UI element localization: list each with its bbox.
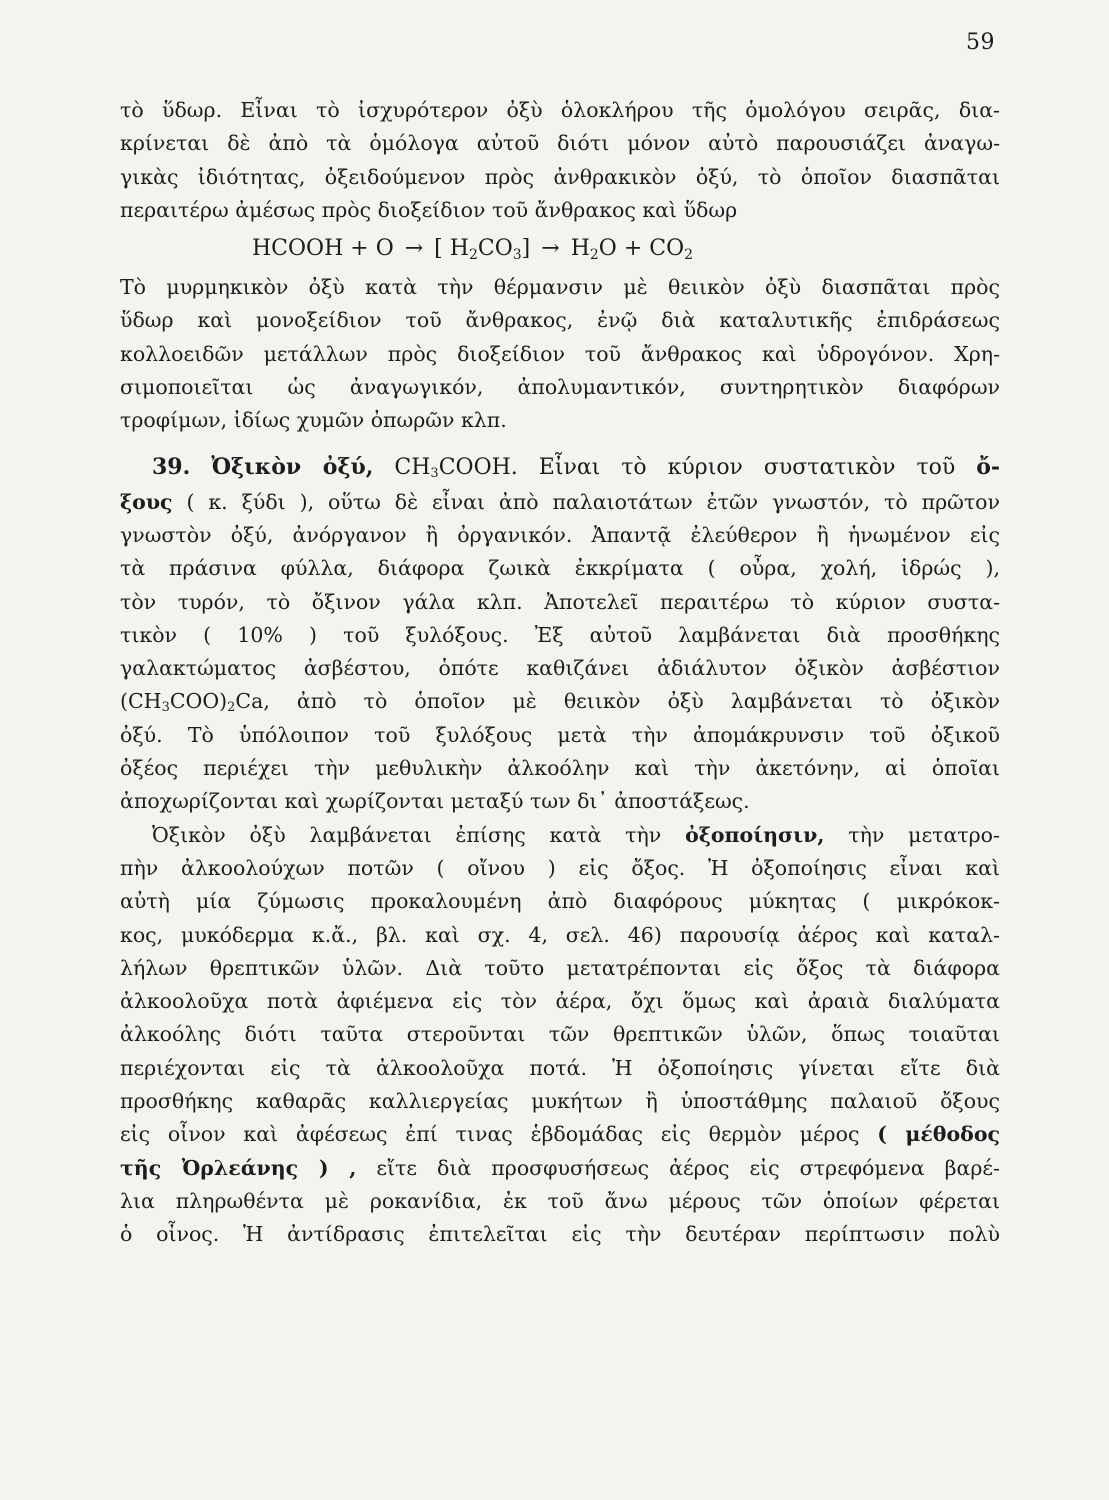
equation-products: $H_2O + CO_2$ (570, 236, 694, 264)
text-line: κρίνεται δὲ ἀπὸ τὰ ὁμόλογα αὐτοῦ διότι μόνον αὐτὸ παρουσιάζει ἀναγω- (120, 131, 1000, 156)
equation-intermediate: [ $H_2CO_3$] (434, 236, 531, 264)
text-line: κολλοειδῶν μετάλλων πρὸς διοξείδιον τοῦ ἄνθρακος καὶ ὑδρογόνον. Χρη- (120, 341, 1000, 366)
text-line: ὀξύ. Τὸ ὑπόλοιπον τοῦ ξυλόξους μετὰ τὴν ἀπομάκρυνσιν τοῦ ὀξικοῦ (120, 722, 1000, 747)
section-formula: $CH_3COOH$. (394, 454, 518, 481)
reaction-arrow: → (404, 236, 424, 262)
text-line: τροφίμων, ἰδίως χυμῶν ὀπωρῶν κλπ. (120, 408, 507, 433)
text-line: ὀξέος περιέχει τὴν μεθυλικὴν ἀλκοόλην καὶ τὴν ἀκετόνην, αἱ ὁποῖαι (120, 756, 1000, 781)
text-line: τὸν τυρόν, τὸ ὄξινον γάλα κλπ. Ἀποτελεῖ περαιτέρω τὸ κύριον συστα- (120, 589, 1000, 614)
text-line: τῆς Ὀρλεάνης ) , εἴτε διὰ προσφυσήσεως ἀέρος εἰς στρεφόμενα βαρέ- (120, 1155, 1000, 1180)
text-line: προσθήκης καθαρᾶς καλλιεργείας μυκήτων ἢ ὑποστάθμης παλαιοῦ ὄξους (120, 1089, 1000, 1114)
reaction-arrow: → (541, 236, 560, 262)
section-title: Ὀξικὸν ὀξύ, (211, 453, 374, 480)
text-line: γικὰς ἰδιότητας, ὀξειδούμενον πρὸς ἀνθρακικὸν ὀξύ, τὸ ὁποῖον διασπᾶται (120, 164, 1000, 189)
text-line: ἀλκοολοῦχα ποτὰ ἀφιέμενα εἰς τὸν ἀέρα, ὄχι ὅμως καὶ ἀραιὰ διαλύματα (120, 989, 1000, 1014)
text-line: περιέχονται εἰς τὰ ἀλκοολοῦχα ποτά. Ἡ ὀξοποίησις γίνεται εἴτε διὰ (120, 1055, 1000, 1080)
text-line: περαιτέρω ἀμέσως πρὸς διοξείδιον τοῦ ἄνθρακος καὶ ὕδωρ (120, 197, 738, 222)
text-line: ὁ οἶνος. Ἡ ἀντίδρασις ἐπιτελεῖται εἰς τὴν δευτέραν περίπτωσιν πολὺ (120, 1222, 1000, 1247)
text-line: $(CH_3COO)_2Ca$, ἀπὸ τὸ ὁποῖον μὲ θειικὸν ὀξὺ λαμβάνεται τὸ ὀξικὸν (120, 689, 1000, 716)
text-line: ἀποχωρίζονται καὶ χωρίζονται μεταξύ των δι᾽ ἀποστάξεως. (120, 789, 750, 814)
text-line: γνωστὸν ὀξύ, ἀνόργανον ἢ ὀργανικόν. Ἀπαντᾷ ἐλεύθερον ἢ ἡνωμένον εἰς (120, 522, 1000, 547)
text-line: ξους ( κ. ξύδι ), οὕτω δὲ εἶναι ἀπὸ παλαιοτάτων ἐτῶν γνωστόν, τὸ πρῶτον (120, 489, 1000, 514)
text-line: ὕδωρ καὶ μονοξείδιον τοῦ ἄνθρακος, ἐνῷ διὰ καταλυτικῆς ἐπιδράσεως (120, 308, 1000, 333)
text-line: τὰ πράσινα φύλλα, διάφορα ζωικὰ ἐκκρίματα ( οὖρα, χολή, ἱδρώς ), (120, 556, 1000, 581)
section-number: 39. (152, 453, 191, 480)
text-line: τὸ ὕδωρ. Εἶναι τὸ ἰσχυρότερον ὀξὺ ὁλοκλήρου τῆς ὁμολόγου σειρᾶς, δια- (120, 98, 1000, 122)
text-line: κος, μυκόδερμα κ.ἄ., βλ. καὶ σχ. 4, σελ. 46) παρουσίᾳ ἀέρος καὶ καταλ- (120, 922, 1000, 947)
text-line: σιμοποιεῖται ὡς ἀναγωγικόν, ἀπολυμαντικόν, συντηρητικὸν διαφόρων (120, 375, 1000, 400)
text-line: ἀλκοόλης διότι ταῦτα στεροῦνται τῶν θρεπτικῶν ὑλῶν, ὅπως τοιαῦται (120, 1022, 1000, 1047)
section-heading: 39. Ὀξικὸν ὀξύ, $CH_3COOH$. Εἶναι τὸ κύριον συστατικὸν τοῦ ὄ- (152, 453, 1001, 481)
equation-left: HCOOH + O (252, 236, 394, 262)
text-line: λια πληρωθέντα μὲ ροκανίδια, ἐκ τοῦ ἄνω μέρους τῶν ὁποίων φέρεται (120, 1188, 1000, 1213)
chemical-equation (120, 227, 1000, 271)
text-line: αὐτὴ μία ζύμωσις προκαλουμένη ἀπὸ διαφόρους μύκητας ( μικρόκοκ- (120, 889, 1000, 914)
text-line: πὴν ἀλκοολούχων ποτῶν ( οἴνου ) εἰς ὄξος. Ἡ ὀξοποίησις εἶναι καὶ (120, 855, 1000, 880)
text-line: Ὀξικὸν ὀξὺ λαμβάνεται ἐπίσης κατὰ τὴν ὀξοποίησιν, τὴν μετατρο- (152, 822, 1000, 847)
text-line: τικὸν ( 10% ) τοῦ ξυλόξους. Ἐξ αὐτοῦ λαμβάνεται διὰ προσθήκης (120, 622, 1000, 647)
text-line: γαλακτώματος ἀσβέστου, ὁπότε καθιζάνει ἀδιάλυτον ὀξικὸν ἀσβέστιον (120, 656, 1000, 681)
page-number: 59 (966, 30, 995, 55)
text-line: εἰς οἶνον καὶ ἀφέσεως ἐπί τινας ἑβδομάδας εἰς θερμὸν μέρος ( μέθοδος (120, 1122, 1000, 1147)
body-text (120, 94, 1000, 1252)
text-line: Τὸ μυρμηκικὸν ὀξὺ κατὰ τὴν θέρμανσιν μὲ θειικὸν ὀξὺ διασπᾶται πρὸς (120, 275, 1000, 300)
text-line: λήλων θρεπτικῶν ὑλῶν. Διὰ τοῦτο μετατρέπονται εἰς ὄξος τὰ διάφορα (120, 955, 1000, 980)
